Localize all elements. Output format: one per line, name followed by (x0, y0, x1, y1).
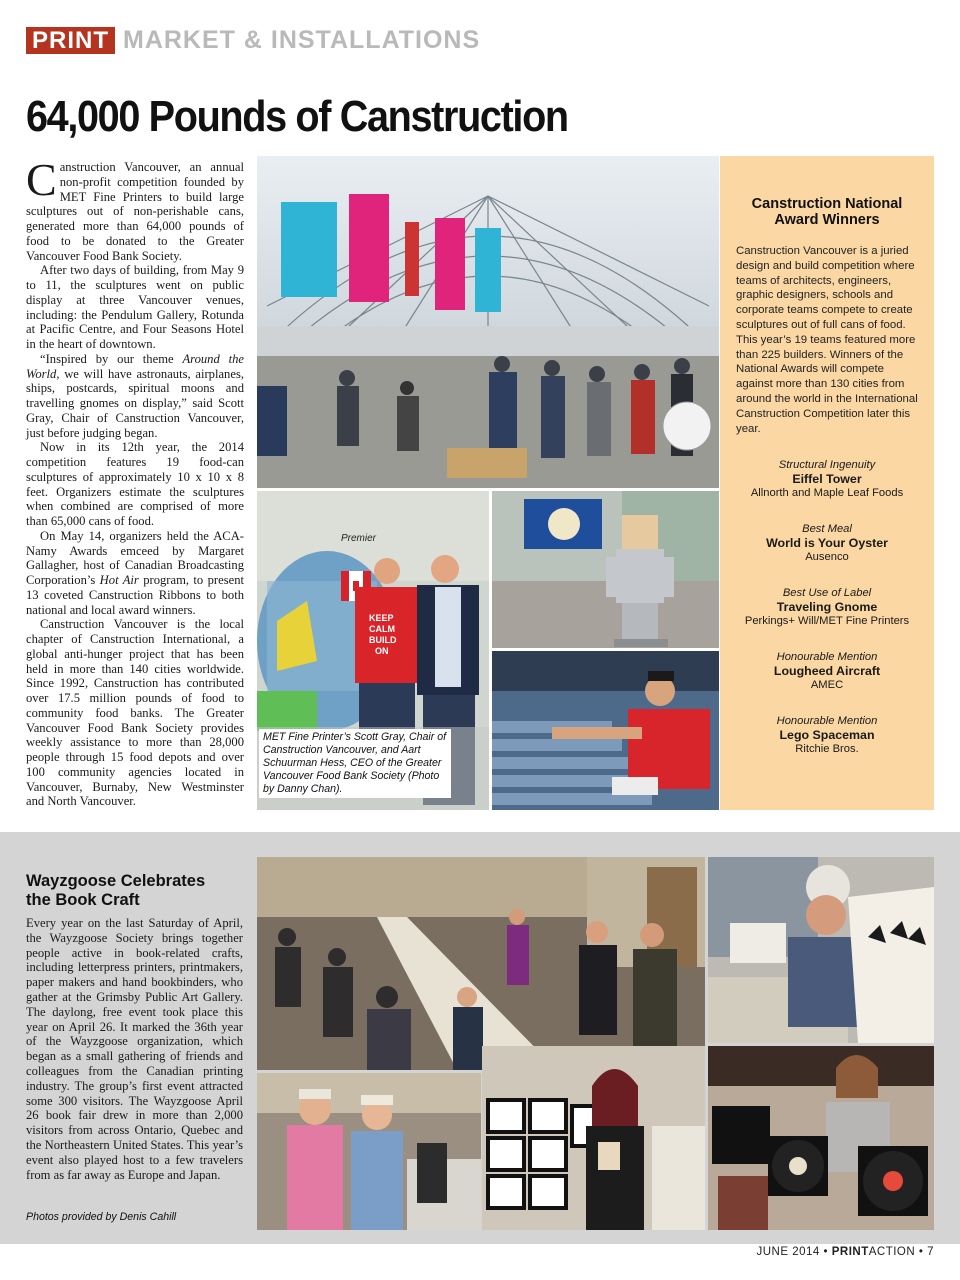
photo-caption: MET Fine Printer’s Scott Gray, Chair of Canstruction Vancouver, and Aart Schuurman Hess, CEO of the Greater Vancouver Food Bank Society (Photo by Danny Chan). (259, 729, 451, 798)
sidebar-intro: Canstruction Vancouver is a juried design and build competition where teams of architects, engineers, graphic designers, schools and corporate teams compete to create sculptures out of full cans of food. This year’s 19 teams featured more than 225 builders. Winners of the National Awards will compete against more than 130 cities from around the world in the International Canstruction Competition later this year. (736, 245, 918, 435)
svg-text:BUILD: BUILD (369, 635, 397, 645)
award-entry (736, 522, 918, 564)
award-category: Honourable Mention (776, 651, 878, 664)
sculpture-sign-text: Premier (341, 533, 377, 544)
award-winner: Ausenco (805, 551, 849, 564)
svg-text:CALM: CALM (369, 624, 395, 634)
award-winner: Ritchie Bros. (795, 743, 859, 756)
award-category: Best Use of Label (782, 587, 872, 600)
artist-with-print-photo (708, 857, 934, 1043)
award-entry (736, 714, 918, 756)
award-winner: Allnorth and Maple Leaf Foods (750, 487, 904, 500)
article-paragraph: “Inspired by our theme Around the World, we will have astronauts, airplanes, ships, postcards, spiritual moons and travelling gnomes on display,” said Scott Gray, Chair of Canstruction Vancouver, just before judging began. (26, 351, 244, 440)
print-tag: PRINT (26, 27, 115, 54)
book-fair-photo (257, 857, 705, 1070)
drop-cap: C (26, 154, 57, 205)
award-name: World is Your Oyster (766, 536, 888, 551)
photo-credit: Photos provided by Denis Cahill (26, 1211, 177, 1223)
award-winner: Perkings+ Will/MET Fine Printers (744, 615, 910, 628)
article-body (26, 154, 244, 809)
award-name: Eiffel Tower (792, 472, 862, 487)
award-entry (736, 458, 918, 500)
article-paragraph: Now in its 12th year, the 2014 competition features 19 food-can sculptures of approximately 10 x 10 x 8 feet. Organizers estimate the sculptures when combined are comprised of more than 65,000 cans of food. (26, 440, 244, 528)
section-title: MARKET & INSTALLATIONS (123, 26, 481, 54)
framed-prints-photo (482, 1046, 705, 1230)
article-paragraph: Canstruction Vancouver is the local chapter of Canstruction International, a global anti-hunger project that has been held in more than 140 cities worldwide. Since 1992, Canstruction has contributed over 17.5 million pounds of food to community food banks. The Greater Vancouver Food Bank Society provides weekly assistance to more than 28,000 people through 15 food depots and over 100 community agencies located in Vancouver, Burnaby, New Westminster and North Vancouver. (26, 617, 244, 809)
award-entry (736, 586, 918, 628)
award-name: Lego Spaceman (779, 728, 875, 743)
page-footer: JUNE 2014 • PRINTACTION • 7 (756, 1246, 934, 1258)
article-paragraph: After two days of building, from May 9 to 11, the sculptures went on public display at three Vancouver venues, including: the Pendulum Gallery, Rotunda at Pacific Centre, and Four Seasons Hotel in the heart of downtown. (26, 263, 244, 351)
award-name: Traveling Gnome (776, 600, 878, 615)
wayzgoose-title: Wayzgoose Celebrates the Book Craft (26, 872, 206, 909)
volunteer-photo (492, 651, 719, 810)
sidebar-title: Canstruction National Award Winners (751, 196, 903, 228)
article-paragraph: On May 14, organizers held the ACA-Namy Awards emceed by Margaret Gallagher, host of Canadian Broadcasting Corporation’s Hot Air program, to present 13 coveted Canstruction Ribbons to both national and local award winners. (26, 528, 244, 617)
article-headline: 64,000 Pounds of Canstruction (26, 92, 568, 141)
lego-spaceman-photo (492, 491, 719, 648)
award-winner: AMEC (810, 679, 844, 692)
kids-with-crowns-photo (257, 1073, 481, 1230)
section-header (26, 27, 480, 54)
award-name: Lougheed Aircraft (773, 664, 881, 679)
svg-text:KEEP: KEEP (369, 613, 394, 623)
award-entry (736, 650, 918, 692)
svg-text:ON: ON (375, 646, 389, 656)
vinyl-records-photo (708, 1046, 934, 1230)
atrium-photo (257, 156, 719, 488)
award-category: Honourable Mention (776, 715, 878, 728)
award-category: Structural Ingenuity (778, 459, 876, 472)
wayzgoose-body: Every year on the last Saturday of April, the Wayzgoose Society brings together people active in book-related crafts, including letterpress printers, printmakers, paper makers and hand bookbinders, who gather at the Grimsby Public Art Gallery. The daylong, free event took place this year on April 26. It marked the 36th year of the Wayzgoose organization, which began as a small gathering of friends and colleagues from the Canadian printing industry. The group’s first event attracted some 300 visitors. The Wayzgoose April 26 book fair drew in more than 2,000 visitors from across Ontario, Quebec and the Northeastern United States. This year’s event also played host to a few travelers from as far away as Europe and Japan. (26, 916, 243, 1182)
award-winners-sidebar (720, 156, 934, 810)
article-paragraph: Canstruction Vancouver, an annual non-profit competition founded by MET Fine Printers to build large sculptures out of non-perishable cans, generated more than 64,000 pounds of food to be donated to the Greater Vancouver Food Bank Society. (26, 154, 244, 263)
award-category: Best Meal (802, 523, 852, 536)
